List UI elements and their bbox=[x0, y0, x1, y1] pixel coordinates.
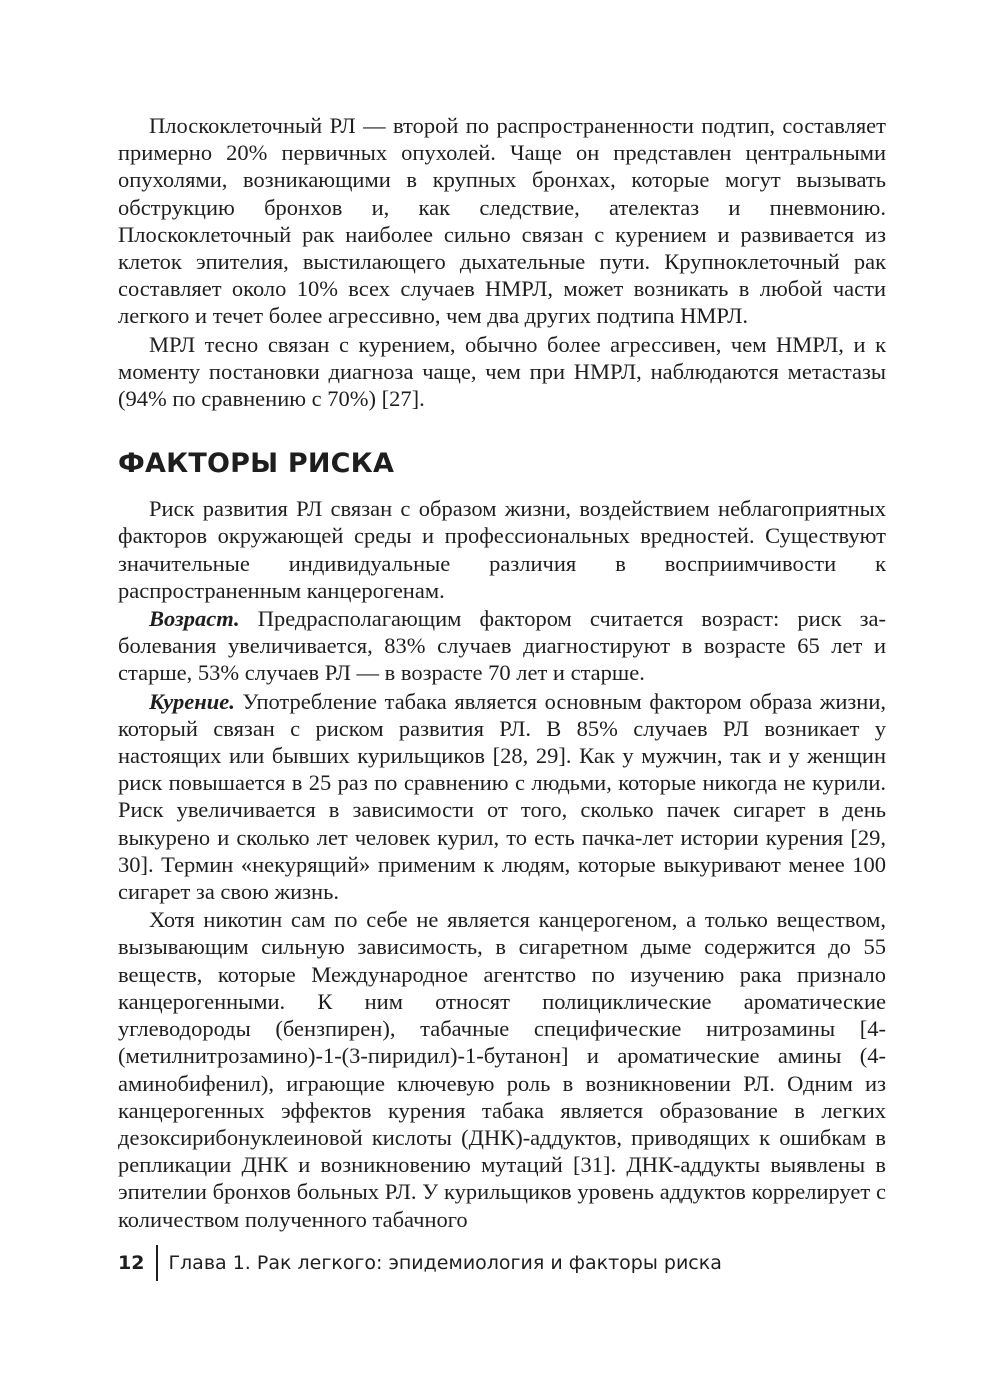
section-heading-risk-factors: ФАКТОРЫ РИСКА bbox=[118, 448, 395, 480]
running-title: Глава 1. Рак легкого: эпидемиология и факторы риска bbox=[168, 1252, 722, 1274]
page-footer bbox=[118, 1245, 722, 1281]
page-number: 12 bbox=[118, 1252, 145, 1274]
paragraph-age-text: Предрасполагающим фактором считается возраст: риск заболевания увеличивается, 83% случаев диагностируют в возрасте 65 лет и старше, 53% случаев РЛ — в возрасте 70 лет и старше. bbox=[118, 606, 886, 686]
footer-divider bbox=[156, 1245, 158, 1281]
lead-term-smoking: Курение. bbox=[149, 688, 235, 714]
paragraph-risk-intro: Риск развития РЛ связан с образом жизни, воздействием неблагоприятных факторов окружающей среды и профессиональных вредностей. Существуют значительные индивидуальные различия в восприимчивости к распространенным канцерогенам. bbox=[118, 496, 886, 603]
lead-term-age: Возраст. bbox=[149, 606, 240, 632]
page-content bbox=[118, 112, 886, 1233]
paragraph-smoking bbox=[118, 688, 886, 906]
paragraph-smoking-text: Употребление табака является основным фактором образа жизни, который связан с риском развития РЛ. В 85% случаев РЛ возникает у настоящих или бывших курильщиков [28, 29]. Как у мужчин, так и у женщин риск повышается в 25 раз по сравнению с людьми, которые никогда не курили. Риск увеличивается в зависимости от того, сколько пачек сигарет в день выкурено и сколько лет человек курил, то есть пачка-лет истории курения [29, 30]. Термин «некурящий» применим к людям, которые выкуривают менее 100 сигарет за свою жизнь. bbox=[118, 688, 886, 905]
paragraph-squamous-cell: Плоскоклеточный РЛ — второй по распространенности подтип, составляет примерно 20% первичных опухолей. Чаще он представлен центральными опухолями, возникающими в крупных бронхах, которые могут вызывать обструкцию бронхов и, как следствие, ателектаз и пневмонию. Плоскоклеточный рак наиболее сильно связан с курением и развивается из клеток эпителия, выстилающего дыхательные пути. Крупноклеточный рак составляет около 10% всех случаев НМРЛ, может возникать в любой части легкого и течет более агрессивно, чем два других подтипа НМРЛ. bbox=[118, 113, 886, 329]
paragraph-nicotine: Хотя никотин сам по себе не является канцерогеном, а только веществом, вызывающим сильную зависимость, в сигаретном дыме содержится до 55 веществ, которые Международное агентство по изучению рака признало канцерогенными. К ним относят полициклические ароматические углеводороды (бензпирен), табачные специфические нитрозамины [4-(метилнитрозамино)-1-(3-пиридил)-1-бутанон] и ароматические амины (4-аминобифенил), играющие ключевую роль в возникновении РЛ. Одним из канцерогенных эффектов курения табака является образование в легких дезоксирибонуклеиновой кислоты (ДНК)-аддуктов, приводящих к ошибкам в репликации ДНК и возникновению мутаций [31]. ДНК-аддукты выявлены в эпителии бронхов больных РЛ. У курильщиков уровень аддуктов коррелирует с количеством полученного табачного bbox=[118, 907, 886, 1232]
paragraph-age bbox=[118, 605, 886, 687]
paragraph-small-cell: МРЛ тесно связан с курением, обычно более агрессивен, чем НМРЛ, и к моменту постановки диагноза чаще, чем при НМРЛ, наблюдаются метастазы (94% по сравнению с 70%) [27]. bbox=[118, 331, 886, 412]
